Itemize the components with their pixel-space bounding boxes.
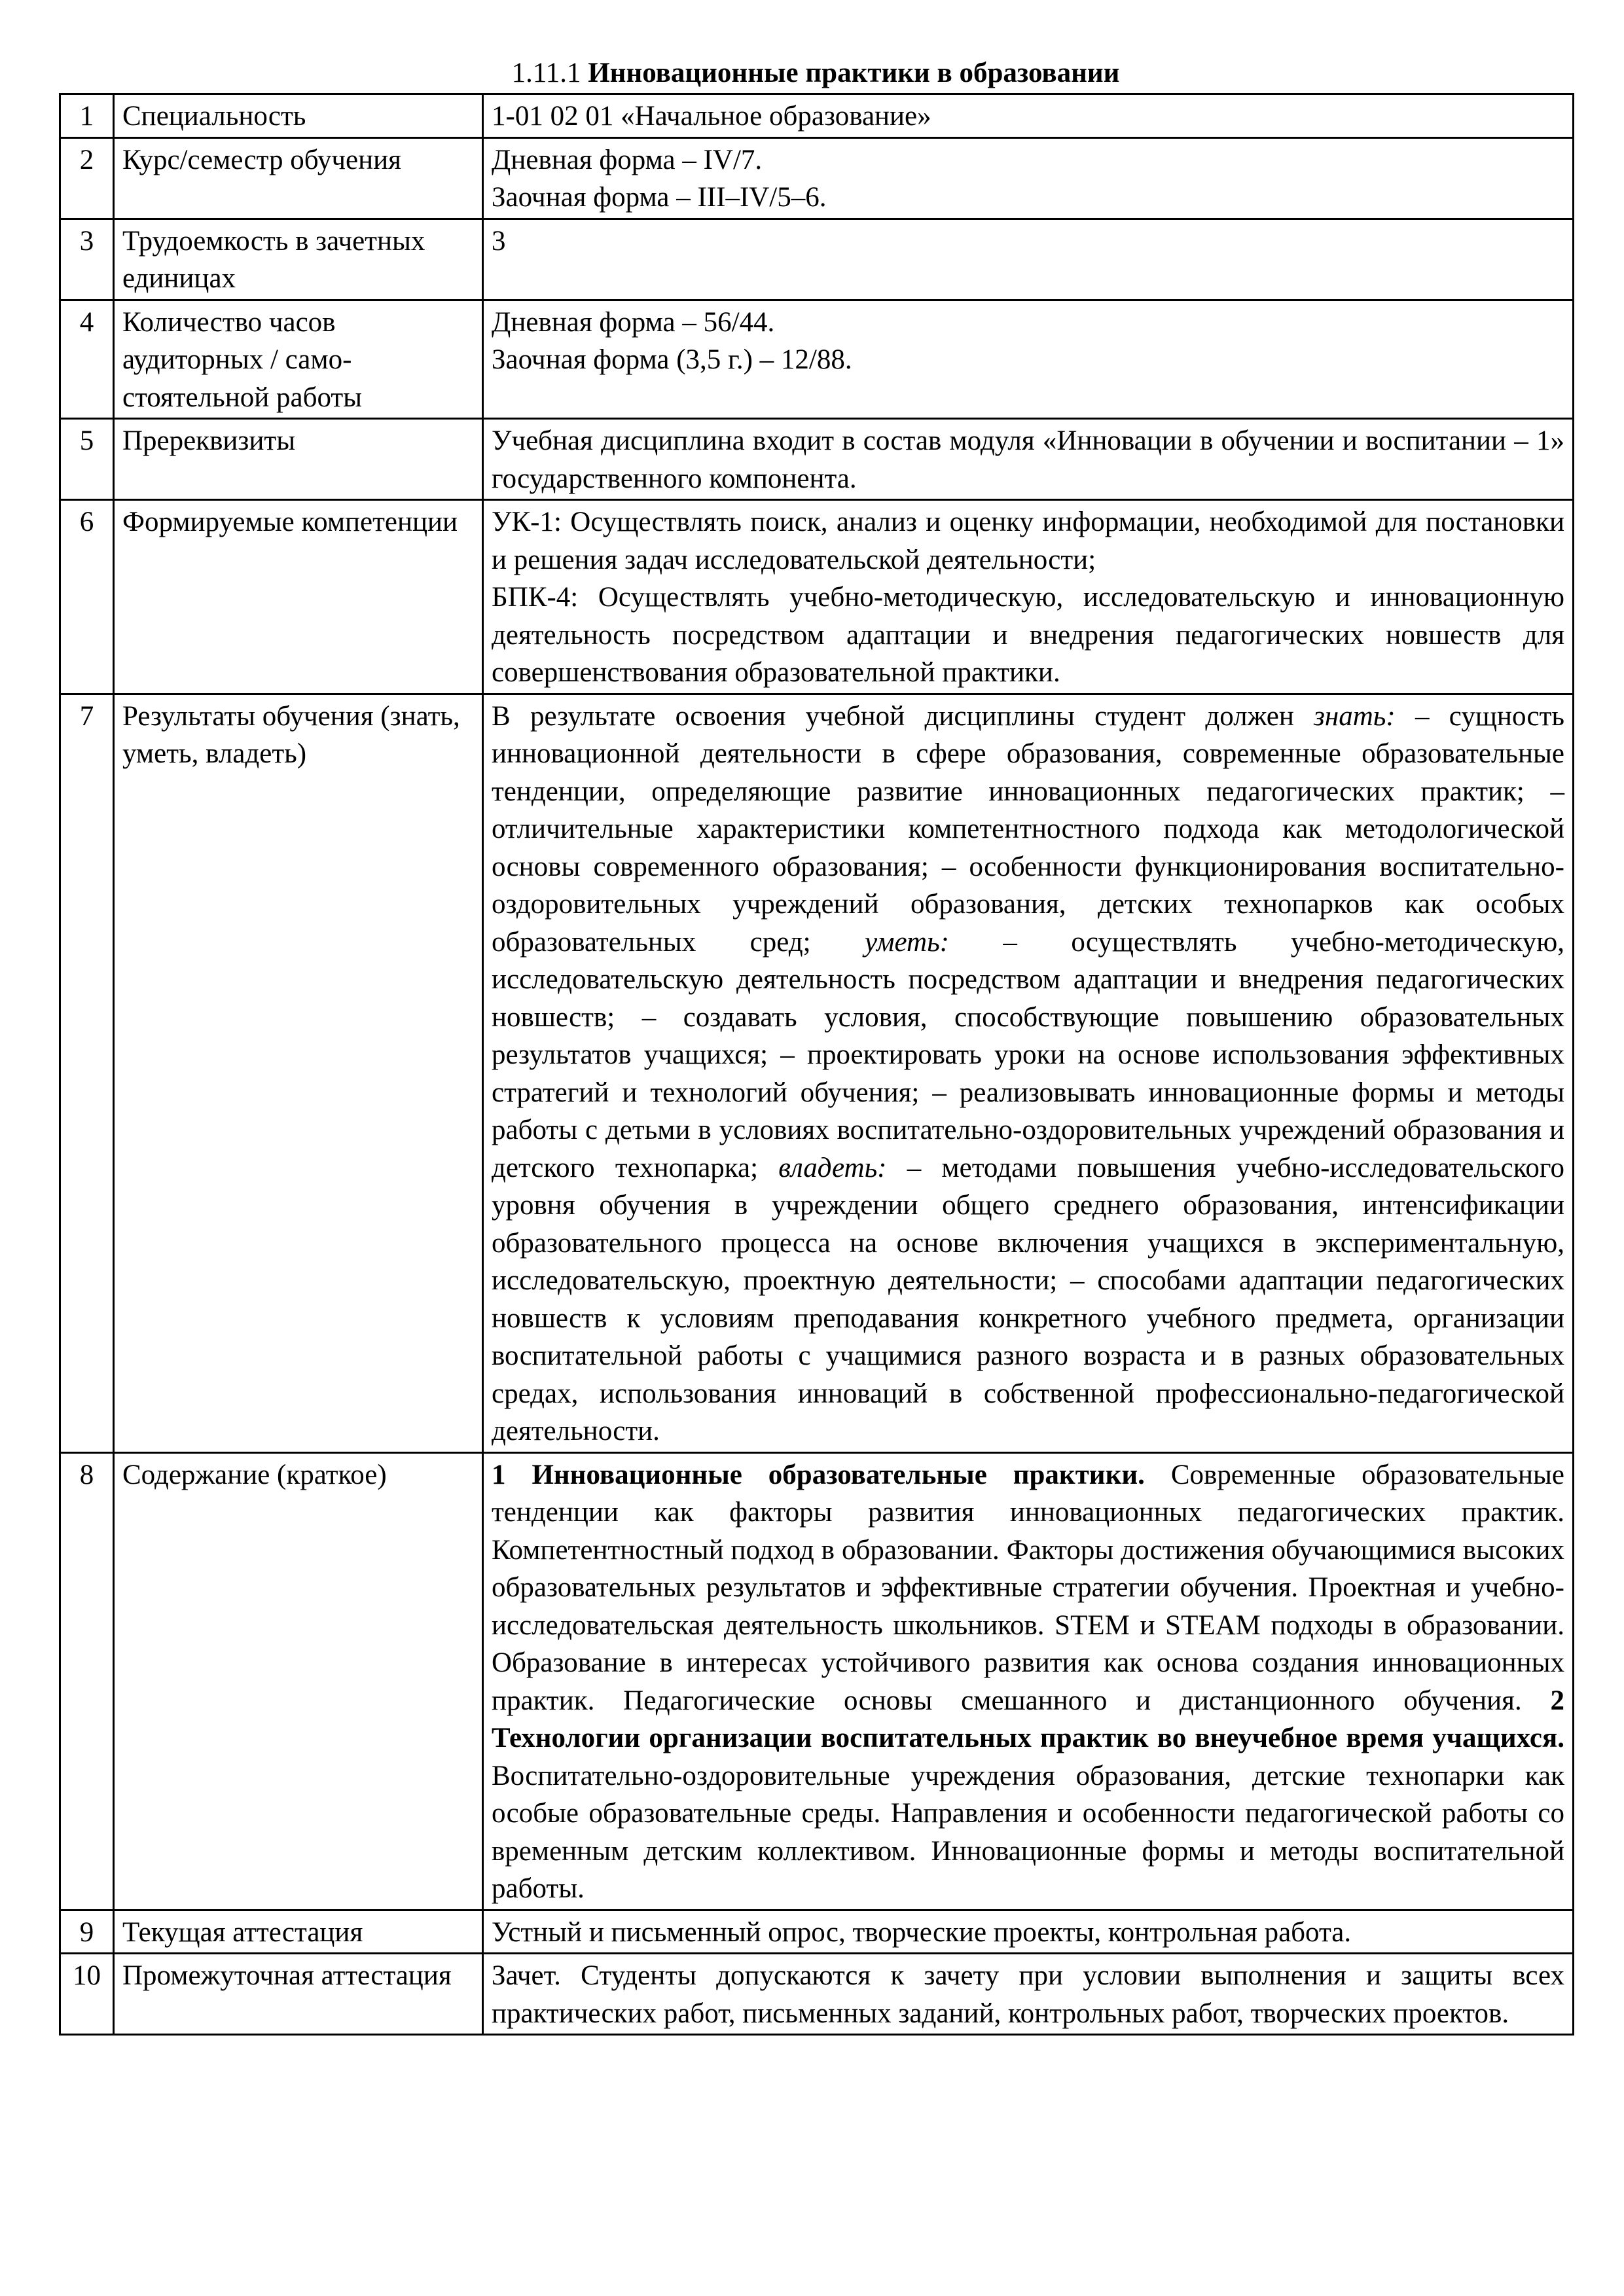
title-number: 1.11.1 [511,58,581,88]
row-label: Пререквизиты [114,419,483,500]
row-number: 9 [60,1910,114,1954]
results-keyword-master: владеть: [778,1152,887,1183]
results-keyword-can: уметь: [865,926,949,958]
results-text: – сущность инновационной деятельности в сфере образования, современные образовательные тенденции, определяющие развитие инновационных педагогических практик; – отличительные характеристики компетентностного подхода как методологической основы современного образования; – особенности функционирования воспитательно-оздоровительных учреждений образования, детских технопарков как особых образовательных сред; [492,700,1565,958]
row-label: Количество часов аудиторных / само-стоятельной работы [114,300,483,419]
results-keyword-know: знать: [1314,700,1396,732]
title-text: Инновационные практики в образовании [588,58,1120,88]
row-number: 3 [60,219,114,300]
value-line: Заочная форма – III–IV/5–6. [492,182,827,213]
row-number: 6 [60,500,114,694]
value-line: 3 [492,225,506,257]
row-value [483,1910,1574,1954]
table-row [60,300,1574,419]
table-row [60,694,1574,1452]
value-line: Дневная форма – 56/44. [492,306,775,338]
row-number: 7 [60,694,114,1452]
row-number: 5 [60,419,114,500]
table-row [60,1452,1574,1910]
table-row [60,137,1574,219]
row-value [483,219,1574,300]
row-value [483,300,1574,419]
row-number: 4 [60,300,114,419]
results-text: – методами повышения учебно-исследовательского уровня обучения в учреждении общего среднего образования, интенсификации образовательного процесса на основе включения учащихся в экспериментальную, исследовательскую, проектную деятельности; – способами адаптации педагогических новшеств к условиям преподавания конкретного учебного предмета, организации воспитательной работы с учащимися разного возраста и в разных образовательных средах, использования инноваций в собственной профессионально-педагогической деятельности. [492,1152,1564,1446]
row-value [483,1452,1574,1910]
table-row [60,94,1574,138]
row-value [483,137,1574,219]
row-number: 10 [60,1954,114,2035]
content-section-heading: 1 Инновационные образовательные практики. [492,1459,1145,1490]
row-label: Текущая аттестация [114,1910,483,1954]
row-label: Формируемые компетенции [114,500,483,694]
table-row [60,419,1574,500]
value-line: Заочная форма (3,5 г.) – 12/88. [492,344,852,375]
value-line: Учебная дисциплина входит в состав модуля «Инновации в обучении и воспитании – 1» государственного компонента. [492,425,1564,494]
row-label: Трудоемкость в зачетных единицах [114,219,483,300]
row-label: Курс/семестр обучения [114,137,483,219]
row-number: 1 [60,94,114,138]
content-section-heading: 2 Технологии организации воспитательных практик во внеучебное время учащихся. [492,1685,1564,1753]
discipline-table [59,93,1574,2036]
value-line: Зачет. Студенты допускаются к зачету при условии выполнения и защиты всех практических работ, письменных заданий, контрольных работ, творческих проектов. [492,1960,1564,2029]
value-line: Устный и письменный опрос, творческие проекты, контрольная работа. [492,1916,1352,1948]
competence-uk1: УК-1: Осуществлять поиск, анализ и оценку информации, необходимой для постановки и решения задач исследовательской деятельности; [492,507,1564,575]
competence-bpk4: БПК-4: Осуществлять учебно-методическую, исследовательскую и инновационную деятельность посредством адаптации и внедрения педагогических новшеств для совершенствования образовательной практики. [492,582,1564,688]
table-row [60,500,1574,694]
content-section-text: Современные образовательные тенденции как факторы развития инновационных педагогических практик. Компетентностный подход в образовании. Факторы достижения обучающимися высоких образовательных результатов и эффективные стратегии обучения. Проектная и учебно-исследовательская деятельность школьников. STEM и STEAM подходы в образовании. Образование в интересах устойчивого развития как основа создания инновационных практик. Педагогические основы смешанного и дистанционного обучения. [492,1459,1564,1716]
row-value [483,1954,1574,2035]
page-title [59,54,1572,93]
row-number: 2 [60,137,114,219]
value-line: 1-01 02 01 «Начальное образование» [492,101,931,132]
value-line: Дневная форма – IV/7. [492,144,763,175]
results-text: – осуществлять учебно-методическую, исследовательскую деятельность посредством адаптации и внедрения педагогических новшеств; – создавать условия, способствующие повышению образовательных результатов учащихся; – проектировать уроки на основе использования эффективных стратегий и технологий обучения; – реализовывать инновационные формы и методы работы с детьми в условиях воспитательно-оздоровительных учреждений образования и детского технопарка; [492,926,1564,1183]
row-value [483,94,1574,138]
table-row [60,1954,1574,2035]
results-text: В результате освоения учебной дисциплины студент должен [492,700,1314,732]
row-value [483,500,1574,694]
row-label: Специальность [114,94,483,138]
table-row [60,219,1574,300]
row-value [483,419,1574,500]
row-label: Промежуточная аттестация [114,1954,483,2035]
row-value [483,694,1574,1452]
content-section-text: Воспитательно-оздоровительные учреждения образования, детские технопарки как особые образовательные среды. Направления и особенности педагогической работы со временным детским коллективом. Инновационные формы и методы воспитательной работы. [492,1760,1564,1904]
row-label: Результаты обучения (знать, уметь, владеть) [114,694,483,1452]
table-row [60,1910,1574,1954]
row-number: 8 [60,1452,114,1910]
row-label: Содержание (краткое) [114,1452,483,1910]
